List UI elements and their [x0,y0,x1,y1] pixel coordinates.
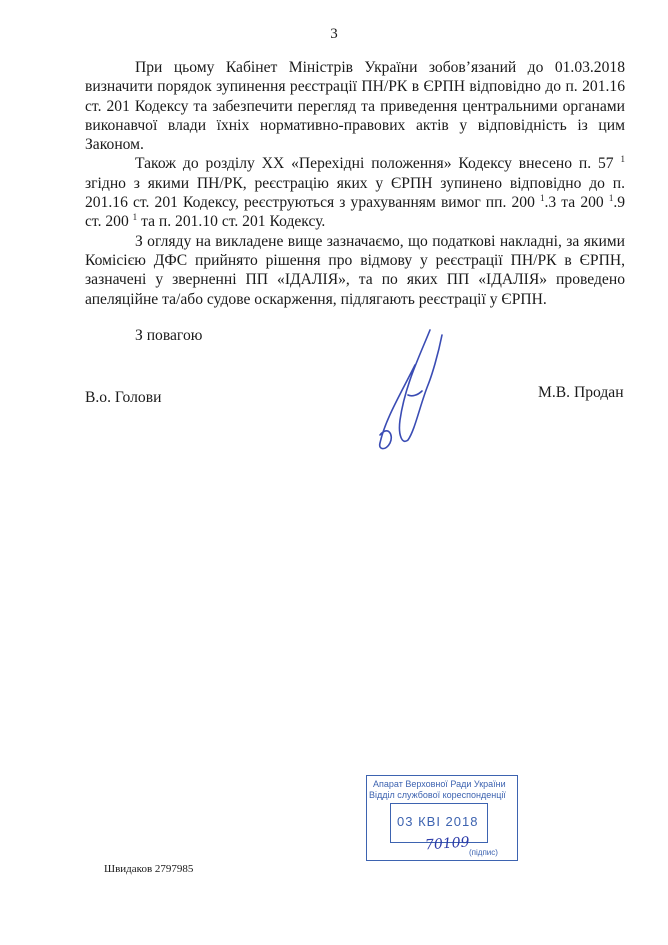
stamp-line-2: Відділ службової кореспонденції [369,790,506,800]
stamp-date: 03 КВІ 2018 [397,814,479,829]
letter-body [85,58,625,309]
stamp-signature-label: (підпис) [469,848,498,857]
paragraph-2-text: .9 ст. 200 [85,194,626,231]
paragraph-2-text: згідно з якими ПН/РК, реєстрацію яких у ЄРПН зупинено відповідно до п. 201.16 ст. 201 Кодексу, реєструються з урахуванням вимог пп. 200 [85,174,625,212]
paragraph-2 [85,154,625,231]
paragraph-2-text: .3 та 200 [544,194,604,212]
stamp-line-1: Апарат Верховної Ради України [373,779,506,789]
paragraph-2-text: та п. 201.10 ст. 201 Кодексу. [137,213,326,231]
page-number: 3 [330,26,338,42]
paragraph-1: При цьому Кабінет Міністрів України зобов’язаний до 01.03.2018 визначити порядок зупинення реєстрації ПН/РК в ЄРПН відповідно до п. 201.16 ст. 201 Кодексу та забезпечити перегляд та приведення центральними органами виконавчої влади їхніх нормативно-правових актів у відповідність із цим Законом. [85,59,625,154]
handwritten-signature [360,325,450,455]
superscript: 1 [540,193,545,204]
stamp-handwritten-number: 70109 [424,834,471,854]
closing: З повагою [135,327,203,344]
executor: Швидаков 2797985 [104,863,194,875]
superscript: 1 [132,212,138,223]
signatory-role: В.о. Голови [85,389,162,406]
superscript: 1 [608,193,614,204]
signatory-name: М.В. Продан [538,384,624,401]
paragraph-2-text: Також до розділу XX «Перехідні положення» Кодексу внесено п. 57 [135,155,614,173]
paragraph-3: З огляду на викладене вище зазначаємо, що податкові накладні, за якими Комісією ДФС прийнято рішення про відмову у реєстрації ПН/РК в ЄРПН, зазначені у зверненні ПП «ІДАЛІЯ», та по яких ПП «ІДАЛІЯ» проведено апеляційне та/або судове оскарження, підлягають реєстрації у ЄРПН. [85,232,625,308]
superscript: 1 [620,154,625,165]
registration-stamp [366,775,518,861]
